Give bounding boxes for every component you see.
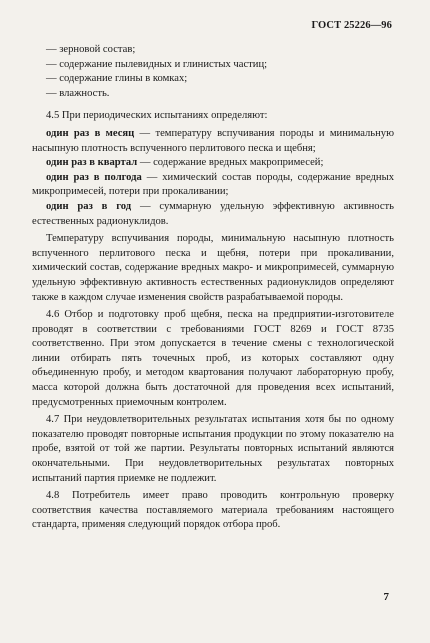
page-number: 7 xyxy=(383,591,389,603)
section-4-5-paragraph: Температуру вспучивания породы, минимальную насыпную плотность вспученного перлитового песка и щебня, потери при прокаливании, химический состав, содержание вредных макро- и микропримесей, суммарную удельную эффективную активность естественных радионуклидов определяют также в каждом случае изменения свойств разрабатываемой породы. xyxy=(32,233,394,303)
periodic-monthly xyxy=(32,127,394,156)
term-monthly: один раз в месяц xyxy=(46,127,135,139)
periodic-halfyear xyxy=(32,171,394,200)
section-4-5-intro: 4.5 При периодических испытаниях определяют: xyxy=(46,110,268,122)
periodic-quarterly xyxy=(32,156,394,171)
term-halfyear: один раз в полгода xyxy=(46,171,142,183)
list-item: — влажность. xyxy=(46,87,110,99)
text-yearly: — суммарную удельную эффективную активность естественных радионуклидов. xyxy=(32,200,394,227)
text-monthly: — температуру вспучивания породы и минимальную насыпную плотность вспученного перлитового песка и щебня; xyxy=(32,127,394,154)
document-body xyxy=(32,43,394,533)
text-halfyear: — химический состав породы, содержание вредных микропримесей, потери при прокаливании; xyxy=(32,171,394,198)
text-quarterly: — содержание вредных макропримесей; xyxy=(137,157,324,169)
term-quarterly: один раз в квартал xyxy=(46,157,138,169)
list-item: — зерновой состав; xyxy=(46,44,136,55)
term-yearly: один раз в год xyxy=(46,200,132,212)
section-4-8: 4.8 Потребитель имеет право проводить контрольную проверку соответствия качества поставляемого материала требованиям настоящего стандарта, применяя следующий порядок отбора проб. xyxy=(32,490,394,531)
list-item: — содержание пылевидных и глинистых частиц; xyxy=(46,58,268,70)
periodic-yearly xyxy=(32,200,394,229)
section-4-6: 4.6 Отбор и подготовку проб щебня, песка на предприятии-изготовителе проводят в соответствии с требованиями ГОСТ 8269 и ГОСТ 8735 соответственно. При этом допускается в течение смены с технологической линии отбирать пять точечных проб, из которых составляют одну объединенную пробу, и методом квартования получают лабораторную пробу, масса которой должна быть достаточной для проведения всех испытаний, предусмотренных приемочным контролем. xyxy=(32,309,394,408)
list-item: — содержание глины в комках; xyxy=(46,73,188,85)
standard-header: ГОСТ 25226—96 xyxy=(311,20,392,31)
section-4-7: 4.7 При неудовлетворительных результатах испытания хотя бы по одному показателю проводят повторные испытания продукции по этому показателю на пробе, взятой от той же партии. Результаты повторных испытаний являются окончательными. При неудовлетворительных результатах повторных испытаний партия приемке не подлежит. xyxy=(32,414,394,484)
